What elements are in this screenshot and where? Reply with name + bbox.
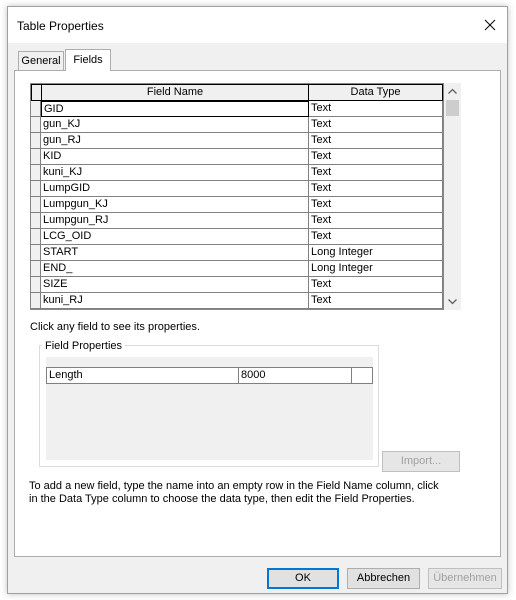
instructions-text: To add a new field, type the name into an empty row in the Field Name column, click in the Data Type column to choose the data type, then edit the Field Properties. [29,480,439,505]
row-selector[interactable] [31,261,41,277]
field-name-cell[interactable]: gun_KJ [41,117,309,133]
row-selector[interactable] [31,245,41,261]
row-selector[interactable] [31,101,41,117]
scroll-down-arrow[interactable] [444,293,461,310]
apply-button[interactable]: Übernehmen [428,568,502,589]
field-name-cell[interactable]: SIZE [41,277,309,293]
tab-fields[interactable]: Fields [65,49,111,71]
table-row[interactable] [31,165,443,181]
field-property-row [46,367,373,384]
scroll-thumb[interactable] [446,100,459,116]
close-button[interactable] [479,14,501,36]
field-name-cell[interactable]: GID [41,101,309,117]
cancel-button[interactable]: Abbrechen [347,568,420,589]
hint-text: Click any field to see its properties. [30,321,200,333]
data-type-cell[interactable]: Text [309,149,443,165]
data-type-cell[interactable]: Text [309,229,443,245]
table-row[interactable] [31,117,443,133]
property-extra-cell[interactable] [351,367,373,384]
data-type-cell[interactable]: Text [309,197,443,213]
fields-grid [30,83,444,310]
field-name-cell[interactable]: gun_RJ [41,133,309,149]
data-type-cell[interactable]: Text [309,293,443,309]
field-properties-label: Field Properties [42,340,125,352]
row-selector[interactable] [31,117,41,133]
property-name-cell[interactable]: Length [46,367,239,384]
field-name-cell[interactable]: END_ [41,261,309,277]
row-selector[interactable] [31,229,41,245]
data-type-cell[interactable]: Text [309,165,443,181]
table-row[interactable] [31,101,443,117]
field-name-cell[interactable]: LumpGID [41,181,309,197]
field-properties-area [46,357,373,460]
scroll-up-arrow[interactable] [444,83,461,100]
table-row[interactable] [31,149,443,165]
field-name-cell[interactable]: Lumpgun_KJ [41,197,309,213]
data-type-cell[interactable]: Text [309,117,443,133]
row-selector[interactable] [31,181,41,197]
dialog-title: Table Properties [17,19,104,33]
data-type-cell[interactable]: Text [309,213,443,229]
table-row[interactable] [31,261,443,277]
table-properties-dialog [7,6,508,594]
table-row[interactable] [31,181,443,197]
data-type-cell[interactable]: Text [309,181,443,197]
tab-general[interactable]: General [18,51,64,71]
row-selector[interactable] [31,149,41,165]
table-row[interactable] [31,245,443,261]
row-selector[interactable] [31,165,41,181]
chevron-down-icon [444,293,461,310]
table-row[interactable] [31,277,443,293]
field-name-cell[interactable]: START [41,245,309,261]
field-name-cell[interactable]: kuni_KJ [41,165,309,181]
data-type-cell[interactable]: Text [309,133,443,149]
title-bar [8,7,507,43]
data-type-cell[interactable]: Long Integer [309,245,443,261]
table-row[interactable] [31,213,443,229]
data-type-cell[interactable]: Text [309,277,443,293]
property-value-cell[interactable]: 8000 [238,367,352,384]
row-selector[interactable] [31,293,41,309]
table-row[interactable] [31,133,443,149]
column-header-field-name[interactable]: Field Name [41,84,309,101]
fields-tab-panel [14,70,501,557]
field-name-cell[interactable]: KID [41,149,309,165]
ok-button[interactable]: OK [267,568,339,589]
table-row[interactable] [31,293,443,309]
import-button[interactable]: Import... [382,451,460,472]
grid-scrollbar[interactable] [444,83,461,310]
data-type-cell[interactable]: Long Integer [309,261,443,277]
column-header-data-type[interactable]: Data Type [308,84,443,101]
close-icon [479,14,501,36]
row-selector[interactable] [31,213,41,229]
chevron-up-icon [444,83,461,100]
field-name-cell[interactable]: Lumpgun_RJ [41,213,309,229]
data-type-cell[interactable]: Text [309,101,443,117]
table-row[interactable] [31,197,443,213]
row-selector[interactable] [31,277,41,293]
grid-header [31,84,443,101]
field-name-cell[interactable]: kuni_RJ [41,293,309,309]
table-row[interactable] [31,229,443,245]
row-selector[interactable] [31,197,41,213]
row-selector[interactable] [31,133,41,149]
field-name-cell[interactable]: LCG_OID [41,229,309,245]
